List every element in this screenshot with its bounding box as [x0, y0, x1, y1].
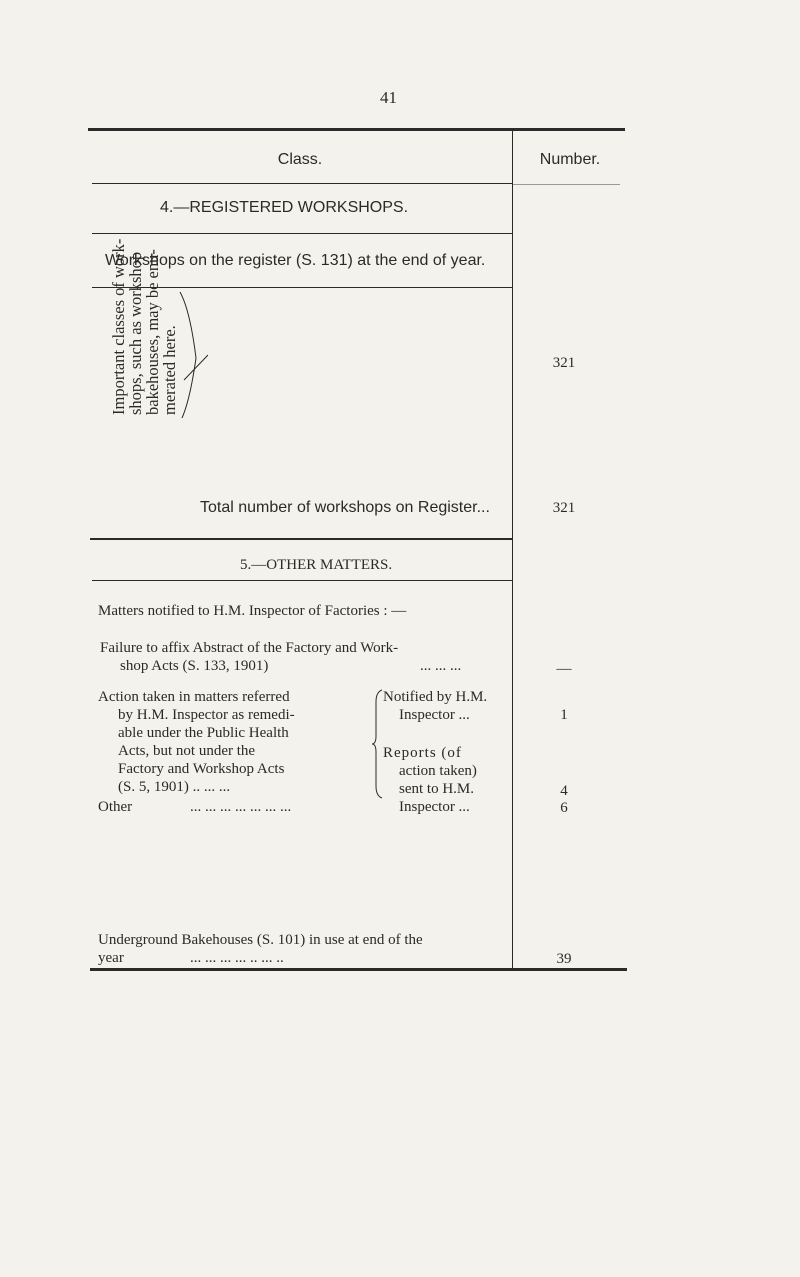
bottom-rule	[90, 968, 627, 971]
failure-dots: ... ... ...	[420, 658, 462, 674]
other-label: Other	[98, 799, 133, 815]
col-number-header: Number.	[539, 151, 601, 168]
failure-line-1: Failure to affix Abstract of the Factory and Work-	[100, 640, 399, 656]
action-line-2: by H.M. Inspector as remedi-	[118, 707, 295, 723]
failure-value: —	[556, 661, 572, 677]
header-rule	[92, 183, 512, 184]
action-line-4: Acts, but not under the	[118, 743, 256, 759]
notified-line-2: Inspector ...	[399, 707, 470, 723]
section4-subheading: Workshops on the register (S. 131) at the end of year.	[105, 252, 486, 269]
column-divider	[512, 130, 513, 968]
important-line-2: shops, such as workshop	[126, 251, 145, 415]
other-value: 6	[560, 800, 568, 816]
notified-value: 1	[560, 707, 568, 723]
matters-heading: Matters notified to H.M. Inspector of Factories : —	[98, 603, 407, 619]
section5-top-rule	[90, 538, 512, 540]
section5-heading: 5.—OTHER MATTERS.	[240, 557, 393, 573]
total-label: Total number of workshops on Register...	[200, 499, 490, 516]
underground-line-2: year	[98, 950, 124, 966]
important-line-4: merated here.	[160, 325, 179, 415]
reports-line-4: Inspector ...	[399, 799, 470, 815]
section5-heading-rule	[92, 580, 512, 581]
reports-value: 4	[560, 783, 568, 799]
notified-block	[383, 688, 513, 724]
total-value: 321	[552, 500, 576, 516]
other-dots: ... ... ... ... ... ... ...	[190, 799, 292, 815]
underground-line-1: Underground Bakehouses (S. 101) in use at end of the	[98, 932, 423, 948]
notified-line-1: Notified by H.M.	[383, 689, 488, 705]
number-header-rule	[512, 184, 620, 185]
underground-value: 39	[556, 951, 572, 967]
important-bracket	[178, 290, 208, 420]
important-line-1: Important classes of work-	[109, 238, 128, 415]
action-line-1: Action taken in matters referred	[98, 689, 290, 705]
important-value: 321	[552, 355, 576, 371]
reports-line-1: Reports (of	[383, 745, 462, 761]
col-class-header: Class.	[277, 151, 323, 168]
action-line-5: Factory and Workshop Acts	[118, 761, 285, 777]
failure-line-2: shop Acts (S. 133, 1901)	[120, 658, 269, 674]
section4-rule	[92, 233, 512, 234]
top-rule	[88, 128, 625, 131]
reports-line-2: action taken)	[399, 763, 477, 779]
important-classes-note	[109, 238, 179, 415]
underground-dots: ... ... ... ... .. ... ..	[190, 950, 284, 966]
page-number: 41	[380, 88, 397, 107]
section4-heading: 4.—REGISTERED WORKSHOPS.	[160, 199, 409, 216]
reports-line-3: sent to H.M.	[399, 781, 474, 797]
important-line-3: bakehouses, may be enu-	[143, 249, 162, 415]
action-line-3: able under the Public Health	[118, 725, 289, 741]
action-line-6: (S. 5, 1901) .. ... ...	[118, 779, 231, 795]
action-block	[98, 688, 373, 796]
